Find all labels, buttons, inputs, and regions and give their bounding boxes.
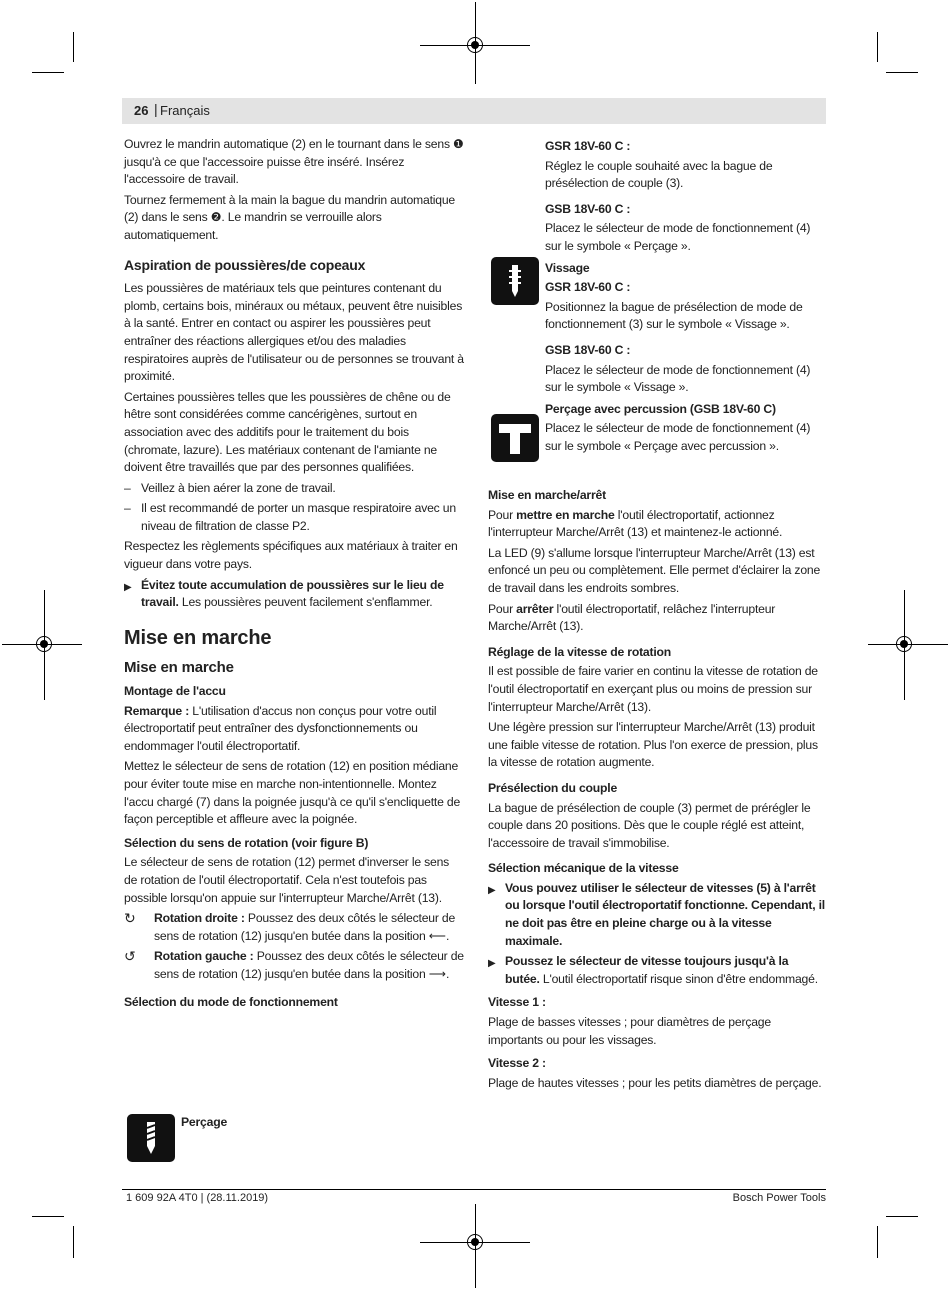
paragraph: Il est possible de faire varier en continu la vitesse de rotation de l'outil électroportatif en exerçant plus ou moins de pression sur l'interrupteur Marche/Arrêt (13). bbox=[488, 664, 818, 714]
paragraph bbox=[488, 507, 826, 542]
text: l'outil électroportatif, actionnez l'interrupteur Marche/Arrêt (13) et maintenez-le actionné. bbox=[488, 507, 783, 540]
chapter-title: Mise en marche bbox=[124, 626, 272, 649]
paragraph: Plage de hautes vitesses ; pour les petits diamètres de perçage. bbox=[488, 1075, 822, 1090]
model-heading: GSB 18V-60 C : bbox=[545, 201, 631, 216]
paragraph bbox=[488, 601, 826, 636]
warning-arrow-icon: ▶ bbox=[124, 581, 132, 593]
model-heading: GSR 18V-60 C : bbox=[545, 139, 631, 153]
text-bold: arrêter bbox=[516, 601, 554, 616]
rotation-right-item bbox=[124, 910, 464, 945]
crop-mark-bottom-left-v bbox=[73, 1226, 74, 1258]
footer-document-id: 1 609 92A 4T0 | (28.11.2019) bbox=[126, 1192, 269, 1204]
paragraph: Une légère pression sur l'interrupteur Marche/Arrêt (13) produit une faible vitesse de rotation. Plus l'on exerce de pression, plus la vitesse de rotation augmente. bbox=[488, 720, 818, 770]
text: Pour bbox=[488, 507, 517, 522]
subheading-gear: Sélection mécanique de la vitesse bbox=[488, 861, 679, 876]
paragraph: Placez le sélecteur de mode de fonctionnement (4) sur le symbole « Perçage avec percussion ». bbox=[545, 421, 811, 453]
subheading-accu: Montage de l'accu bbox=[124, 684, 226, 699]
list-item-text: Veillez à bien aérer la zone de travail. bbox=[141, 480, 336, 495]
remark-text: L'utilisation d'accus non conçus pour votre outil électroportatif peut entraîner des dysfonctionnements ou endommager l'outil électroportatif. bbox=[124, 703, 437, 753]
warning-bold: Vous pouvez utiliser le sélecteur de vitesses (5) à l'arrêt ou lorsque l'outil électroportatif fonctionne. Cependant, il ne doit pas être en pleine charge ou à la vitesse maximale. bbox=[505, 880, 825, 948]
registration-bottom-target bbox=[467, 1234, 483, 1250]
subheading-mode: Sélection du mode de fonctionnement bbox=[124, 994, 338, 1009]
footer-divider bbox=[122, 1189, 826, 1190]
page-header bbox=[122, 98, 826, 124]
section-heading-dust: Aspiration de poussières/de copeaux bbox=[124, 256, 366, 273]
rotation-left-label: Rotation gauche : bbox=[154, 949, 254, 964]
model-heading: GSB 18V-60 C : bbox=[545, 342, 631, 357]
section-title: Mise en marche bbox=[124, 659, 234, 677]
paragraph: La bague de présélection de couple (3) permet de prérégler le couple dans 20 positions. Dès que le couple réglé est atteint, l'accessoire de travail s'immobilise. bbox=[488, 800, 811, 850]
model-heading: GSR 18V-60 C : bbox=[545, 280, 631, 295]
paragraph: Les poussières de matériaux tels que peintures contenant du plomb, certains bois, minéraux ou métaux, peuvent être nuisibles à la santé. Entrer en contact ou aspirer les poussières peut entraîner des réactions allergiques et/ou des maladies respiratoires auprès de l'utilisateur ou de personnes se trouvant à proximité. bbox=[124, 281, 464, 384]
paragraph: Tournez fermement à la main la bague du mandrin automatique (2) dans le sens ❷. Le mandrin se verrouille alors automatiquement. bbox=[124, 192, 456, 242]
crop-mark-top-left-v bbox=[73, 32, 74, 62]
paragraph: La LED (9) s'allume lorsque l'interrupteur Marche/Arrêt (13) est enfoncé un peu ou complètement. Elle permet d'éclairer la zone de travail dans les endroits sombres. bbox=[488, 545, 821, 595]
text-bold: mettre en marche bbox=[516, 507, 615, 522]
gear-heading: Vitesse 1 : bbox=[488, 995, 546, 1010]
warning-text: Les poussières peuvent facilement s'enflammer. bbox=[178, 595, 433, 610]
crop-mark-bottom-left-h bbox=[32, 1216, 64, 1217]
warning-bold: Poussez le sélecteur de vitesse toujours jusqu'à la butée. bbox=[505, 954, 789, 986]
warning-bold: Évitez toute accumulation de poussières sur le lieu de travail. bbox=[141, 577, 444, 610]
footer-brand: Bosch Power Tools bbox=[732, 1192, 826, 1204]
paragraph: Ouvrez le mandrin automatique (2) en le tournant dans le sens ❶ jusqu'à ce que l'accessoire puisse être inséré. Insérez l'accessoire de travail. bbox=[124, 137, 464, 187]
paragraph: Mettez le sélecteur de sens de rotation (12) en position médiane pour éviter toute mise en marche non-intentionnelle. Montez l'accu chargé (7) dans la poignée jusqu'à ce qu'il s'encliquette de façon perceptible et affleure avec la poignée. bbox=[124, 759, 461, 827]
subheading-torque: Présélection du couple bbox=[488, 780, 618, 795]
subheading-on-off: Mise en marche/arrêt bbox=[488, 488, 606, 502]
warning-item bbox=[488, 953, 826, 988]
mode-label-hammer: Perçage avec percussion (GSB 18V-60 C) bbox=[545, 401, 776, 416]
drill-mode-icon bbox=[127, 1114, 175, 1162]
right-column-bottom bbox=[488, 481, 826, 1095]
subheading-speed: Réglage de la vitesse de rotation bbox=[488, 644, 672, 659]
registration-top-target bbox=[467, 37, 483, 53]
rotation-right-icon: ↻ bbox=[124, 910, 136, 927]
rotation-right-text: Poussez des deux côtés le sélecteur de sens de rotation (12) jusqu'en butée dans la position ⟵. bbox=[154, 911, 456, 943]
remark-label: Remarque : bbox=[124, 703, 190, 718]
text: Pour bbox=[488, 601, 517, 616]
right-column-top bbox=[545, 138, 825, 459]
list-item: – Il est recommandé de porter un masque respiratoire avec un niveau de filtration de classe P2. bbox=[124, 500, 464, 535]
hammer-mode-icon bbox=[491, 414, 539, 462]
rotation-left-item bbox=[124, 948, 464, 983]
warning-item bbox=[124, 577, 464, 612]
rotation-left-icon: ↺ bbox=[124, 948, 136, 965]
list-item: – Veillez à bien aérer la zone de travail. bbox=[124, 480, 464, 498]
left-column bbox=[124, 136, 464, 1013]
page-language: Français bbox=[160, 103, 210, 118]
mode-label-screw: Vissage bbox=[545, 260, 590, 275]
rotation-right-label: Rotation droite : bbox=[154, 911, 245, 926]
warning-arrow-icon: ▶ bbox=[488, 884, 496, 896]
header-separator: | bbox=[154, 101, 158, 117]
paragraph: Placez le sélecteur de mode de fonctionnement (4) sur le symbole « Vissage ». bbox=[545, 362, 811, 395]
warning-arrow-icon: ▶ bbox=[488, 958, 496, 970]
page-number: 26 bbox=[134, 103, 149, 118]
crop-mark-bottom-right-h bbox=[886, 1216, 918, 1217]
paragraph bbox=[124, 703, 464, 756]
paragraph: Respectez les règlements spécifiques aux matériaux à traiter en vigueur dans votre pays. bbox=[124, 539, 458, 572]
paragraph: Certaines poussières telles que les poussières de chêne ou de hêtre sont considérées comme cancérigènes, surtout en association avec des additifs pour le traitement du bois (chromate, lazure). Les matériaux contenant de l'amiante ne doivent être travaillés que par des personnes qualifiées. bbox=[124, 389, 451, 475]
crop-mark-top-right-h bbox=[886, 72, 918, 73]
paragraph: Positionnez la bague de présélection de mode de fonctionnement (3) sur le symbole « Vissage ». bbox=[545, 299, 803, 332]
paragraph: Plage de basses vitesses ; pour diamètres de perçage importants ou pour les vissages. bbox=[488, 1015, 771, 1047]
subheading-rotation: Sélection du sens de rotation (voir figure B) bbox=[124, 835, 369, 850]
registration-right-target bbox=[896, 636, 912, 652]
screw-mode-icon bbox=[491, 257, 539, 305]
mode-label-drill: Perçage bbox=[181, 1115, 228, 1129]
paragraph: Le sélecteur de sens de rotation (12) permet d'inverser le sens de rotation de l'outil électroportatif. Cela n'est toutefois pas possible lorsqu'on appuie sur l'interrupteur Marche/Arrêt (13). bbox=[124, 855, 450, 905]
registration-left-target bbox=[36, 636, 52, 652]
paragraph: Placez le sélecteur de mode de fonctionnement (4) sur le symbole « Perçage ». bbox=[545, 221, 811, 253]
text: l'outil électroportatif, relâchez l'interrupteur Marche/Arrêt (13). bbox=[488, 601, 776, 634]
warning-text: L'outil électroportatif risque sinon d'être endommagé. bbox=[539, 971, 818, 986]
paragraph: Réglez le couple souhaité avec la bague de présélection de couple (3). bbox=[545, 158, 773, 191]
rotation-left-text: Poussez des deux côtés le sélecteur de sens de rotation (12) jusqu'en butée dans la position ⟶. bbox=[154, 949, 464, 981]
gear-heading: Vitesse 2 : bbox=[488, 1056, 546, 1071]
crop-mark-top-right-v bbox=[877, 32, 878, 62]
crop-mark-bottom-right-v bbox=[877, 1226, 878, 1258]
crop-mark-top-left-h bbox=[32, 72, 64, 73]
warning-item bbox=[488, 880, 826, 950]
list-item-text: Il est recommandé de porter un masque respiratoire avec un niveau de filtration de classe P2. bbox=[141, 501, 456, 533]
